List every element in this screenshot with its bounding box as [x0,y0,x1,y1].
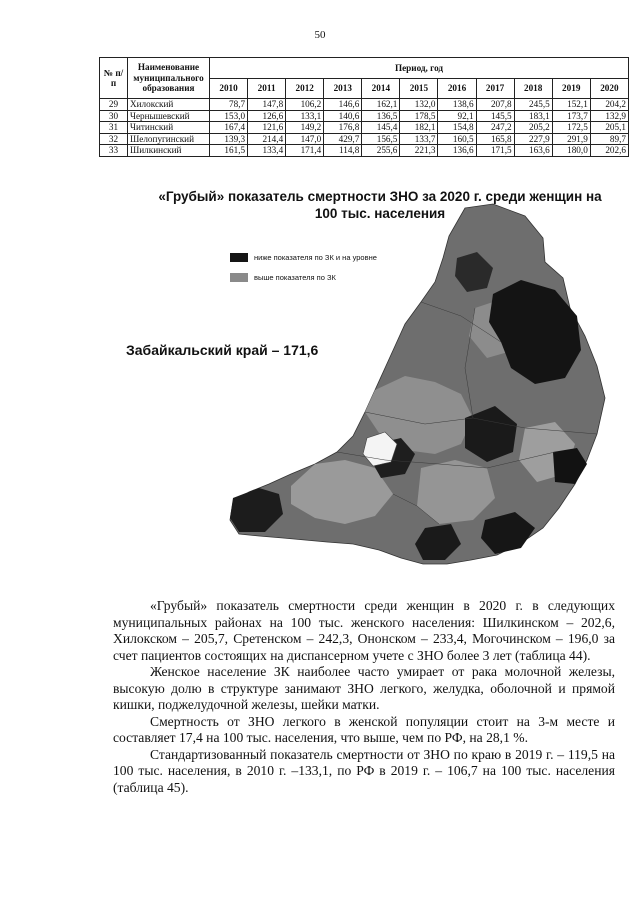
paragraph: Женское население ЗК наиболее часто умирает от рака молочной железы, высокую долю в структуре занимают ЗНО легкого, желудка, оболочной и прямой кишки, поджелудочной железы, шейки матки. [113,664,615,712]
table-cell: 429,7 [324,133,362,145]
table-cell: 182,1 [400,122,438,134]
table-header-row [100,58,629,79]
table-cell: 221,3 [400,145,438,157]
year-header: 2013 [324,78,362,99]
table-cell: 147,0 [286,133,324,145]
table-row [100,99,629,111]
table-cell: 146,6 [324,99,362,111]
table-cell: 171,5 [476,145,514,157]
table-cell: 162,1 [362,99,400,111]
table-cell: 121,6 [248,122,286,134]
row-number: 31 [100,122,128,134]
table-cell: 152,1 [552,99,590,111]
header-period: Период, год [210,58,629,79]
table-cell: 173,7 [552,110,590,122]
table-cell: 133,4 [248,145,286,157]
region-total-label: Забайкальский край – 171,6 [126,342,319,358]
table-cell: 204,2 [590,99,628,111]
table-cell: 167,4 [210,122,248,134]
year-header: 2012 [286,78,324,99]
table-cell: 136,6 [438,145,476,157]
table-cell: 89,7 [590,133,628,145]
body-text [113,598,615,796]
table-cell: 163,6 [514,145,552,157]
table-cell: 202,6 [590,145,628,157]
map-title: «Грубый» показатель смертности ЗНО за 2020 г. среди женщин на 100 тыс. населения [158,189,602,221]
table-cell: 171,4 [286,145,324,157]
year-header: 2019 [552,78,590,99]
table-cell: 136,5 [362,110,400,122]
table-cell: 92,1 [438,110,476,122]
table-cell: 145,5 [476,110,514,122]
row-name: Читинский [128,122,210,134]
table-cell: 161,5 [210,145,248,157]
year-header: 2011 [248,78,286,99]
table-row [100,133,629,145]
map-legend [230,250,377,290]
table-cell: 245,5 [514,99,552,111]
table-cell: 138,6 [438,99,476,111]
table-cell: 156,5 [362,133,400,145]
table-cell: 147,8 [248,99,286,111]
year-header: 2017 [476,78,514,99]
mortality-table [99,57,629,157]
row-name: Хилокский [128,99,210,111]
legend-item-below [230,250,377,264]
table-cell: 172,5 [552,122,590,134]
table-cell: 176,8 [324,122,362,134]
row-number: 30 [100,110,128,122]
table-cell: 126,6 [248,110,286,122]
year-header: 2016 [438,78,476,99]
table-cell: 78,7 [210,99,248,111]
table-cell: 106,2 [286,99,324,111]
table-cell: 145,4 [362,122,400,134]
row-name: Чернышевский [128,110,210,122]
legend-label-above: выше показателя по ЗК [254,272,336,282]
table-cell: 153,0 [210,110,248,122]
year-header: 2015 [400,78,438,99]
table-cell: 214,4 [248,133,286,145]
page-number: 50 [314,29,326,41]
table-cell: 183,1 [514,110,552,122]
table-cell: 207,8 [476,99,514,111]
paragraph: Стандартизованный показатель смертности от ЗНО по краю в 2019 г. – 119,5 на 100 тыс. населения, в 2010 г. –133,1, по РФ в 2019 г. – 106,7 на 100 тыс. населения (таблица 45). [113,746,615,795]
table-cell: 291,9 [552,133,590,145]
table-row [100,122,629,134]
table-cell: 133,7 [400,133,438,145]
row-name: Шелопугинский [128,133,210,145]
table-cell: 114,8 [324,145,362,157]
paragraph: «Грубый» показатель смертности среди женщин в 2020 г. в следующих муниципальных районах на 100 тыс. женского населения: Шилкинском – 202,6, Хилокском – 205,7, Сретенском – 242,3, Ононском – 233,4, Могочинском – 196,0 за счет пациентов состоящих на диспансерном учете с ЗНО более 3 лет (таблица 44). [113,598,615,663]
table-cell: 154,8 [438,122,476,134]
table-cell: 205,2 [514,122,552,134]
paragraph: Смертность от ЗНО легкого в женской популяции стоит на 3-м месте и составляет 17,4 на 100 тыс. населения, что выше, чем по РФ, на 28,1 %. [113,713,615,745]
table-row [100,110,629,122]
table-body [100,99,629,157]
year-header: 2010 [210,78,248,99]
table-cell: 255,6 [362,145,400,157]
table-cell: 149,2 [286,122,324,134]
table-cell: 133,1 [286,110,324,122]
table-cell: 247,2 [476,122,514,134]
table-row [100,145,629,157]
table-cell: 160,5 [438,133,476,145]
table-cell: 178,5 [400,110,438,122]
year-header: 2014 [362,78,400,99]
table-cell: 205,1 [590,122,628,134]
row-name: Шилкинский [128,145,210,157]
row-number: 29 [100,99,128,111]
table-cell: 165,8 [476,133,514,145]
header-num: № п/п [100,58,128,99]
table-cell: 180,0 [552,145,590,157]
row-number: 32 [100,133,128,145]
legend-label-below: ниже показателя по ЗК и на уровне [254,252,377,262]
legend-item-above [230,270,377,284]
year-header: 2018 [514,78,552,99]
year-header: 2020 [590,78,628,99]
legend-swatch-gray [230,273,248,282]
header-name: Наименование муниципального образования [128,58,210,99]
table-cell: 132,0 [400,99,438,111]
table-cell: 227,9 [514,133,552,145]
table-cell: 132,9 [590,110,628,122]
legend-swatch-dark [230,253,248,262]
row-number: 33 [100,145,128,157]
table-cell: 139,3 [210,133,248,145]
table-cell: 140,6 [324,110,362,122]
